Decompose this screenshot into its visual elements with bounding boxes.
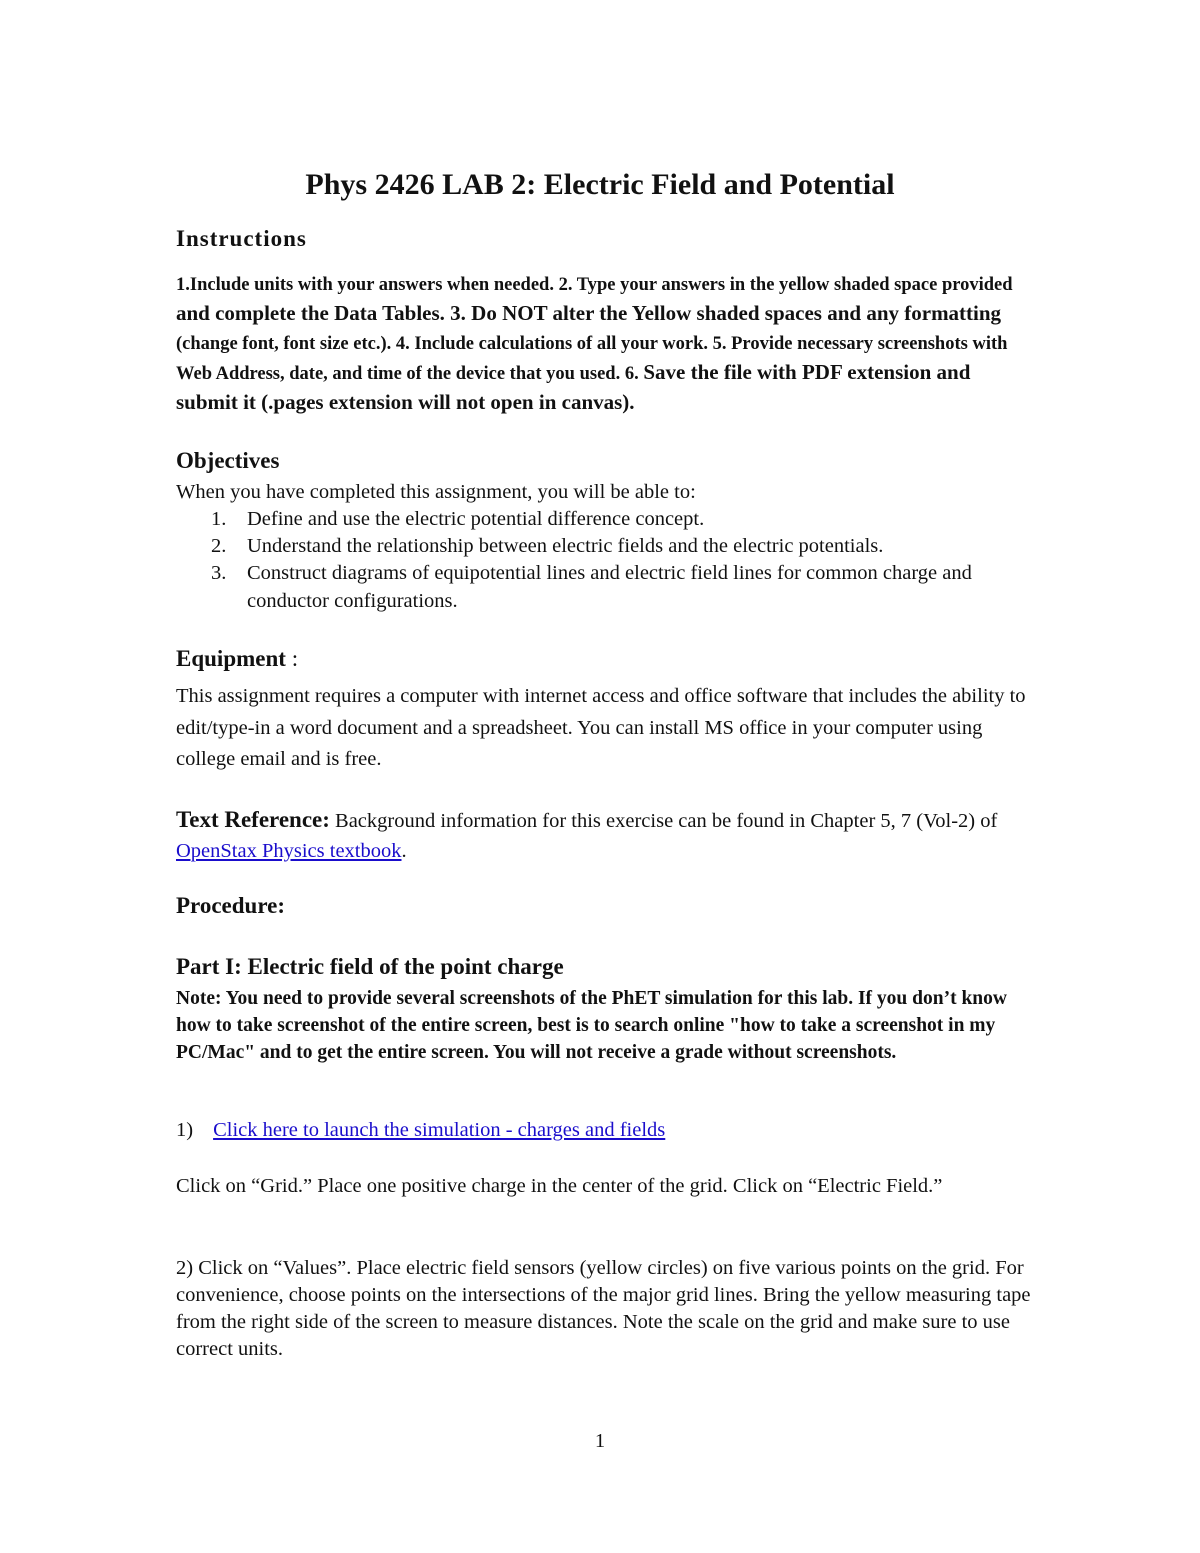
- equipment-heading-label: Equipment: [176, 646, 286, 671]
- equipment-text: This assignment requires a computer with internet access and office software that includes the ability to edit/type-in a word document and a spreadsheet. You can install MS office in your computer using college email and is free.: [176, 685, 1026, 770]
- objectives-heading: Objectives: [176, 448, 280, 473]
- objective-text: Understand the relationship between electric fields and the electric potentials.: [247, 535, 884, 558]
- step-1-number: 1): [176, 1119, 194, 1141]
- instructions-text-a: 1.Include units with your answers when needed. 2. Type your answers in the yellow shaded space provided: [176, 275, 1013, 295]
- objective-text: Define and use the electric potential difference concept.: [247, 508, 705, 530]
- text-reference: [176, 805, 1036, 866]
- objectives-list: [176, 506, 1036, 615]
- page-number: 1: [594, 1430, 606, 1452]
- equipment-heading-colon: :: [285, 646, 299, 671]
- part1-heading: Part I: Electric field of the point charge: [176, 954, 564, 979]
- launch-simulation-link[interactable]: Click here to launch the simulation - charges and fields: [213, 1119, 666, 1141]
- objective-item: [176, 506, 1036, 533]
- objective-number: 1.: [211, 508, 227, 530]
- equipment-heading: [176, 646, 298, 672]
- instructions-text: [176, 271, 1036, 418]
- procedure-heading: Procedure:: [176, 893, 286, 918]
- objectives-intro: When you have completed this assignment, you will be able to:: [176, 481, 696, 503]
- instructions-heading: Instructions: [176, 226, 307, 251]
- grid-instructions: Click on “Grid.” Place one positive charge in the center of the grid. Click on “Electric Field.”: [176, 1175, 943, 1197]
- objective-item: [176, 533, 1036, 560]
- document-title: Phys 2426 LAB 2: Electric Field and Potential: [305, 168, 895, 201]
- objective-item: [176, 560, 1036, 614]
- objective-number: 3.: [211, 562, 227, 585]
- screenshot-note: Note: You need to provide several screenshots of the PhET simulation for this lab. If you don’t know how to take screenshot of the entire screen, best is to search online "how to take a screenshot in my PC/Mac" and to get the entire screen. You will not receive a grade without screenshots.: [176, 988, 1007, 1063]
- text-reference-body: Background information for this exercise can be found in Chapter 5, 7 (Vol-2) of: [329, 810, 998, 832]
- objective-text: Construct diagrams of equipotential lines and electric field lines for common charge and conductor configurations.: [247, 562, 972, 612]
- instructions-text-d: Save the file with PDF extension and submit it (.pages extension will not open in canvas).: [176, 359, 971, 415]
- step-1: [176, 1119, 665, 1142]
- openstax-textbook-link[interactable]: OpenStax Physics textbook: [176, 840, 402, 862]
- text-reference-label: Text Reference:: [176, 807, 330, 832]
- step-2: 2) Click on “Values”. Place electric field sensors (yellow circles) on five various points on the grid. For convenience, choose points on the intersections of the major grid lines. Bring the yellow measuring tape from the right side of the screen to measure distances. Note the scale on the grid and make sure to use correct units.: [176, 1257, 1031, 1360]
- objective-number: 2.: [211, 535, 227, 558]
- text-reference-tail: .: [401, 840, 407, 862]
- instructions-text-b: and complete the Data Tables. 3. Do NOT alter the Yellow shaded spaces and any formatting: [176, 301, 1002, 326]
- instructions-text-c: (change font, font size etc.). 4. Include calculations of all your work. 5. Provide necessary screenshots with Web Address, date, and time of the device that you used. 6.: [176, 333, 1008, 384]
